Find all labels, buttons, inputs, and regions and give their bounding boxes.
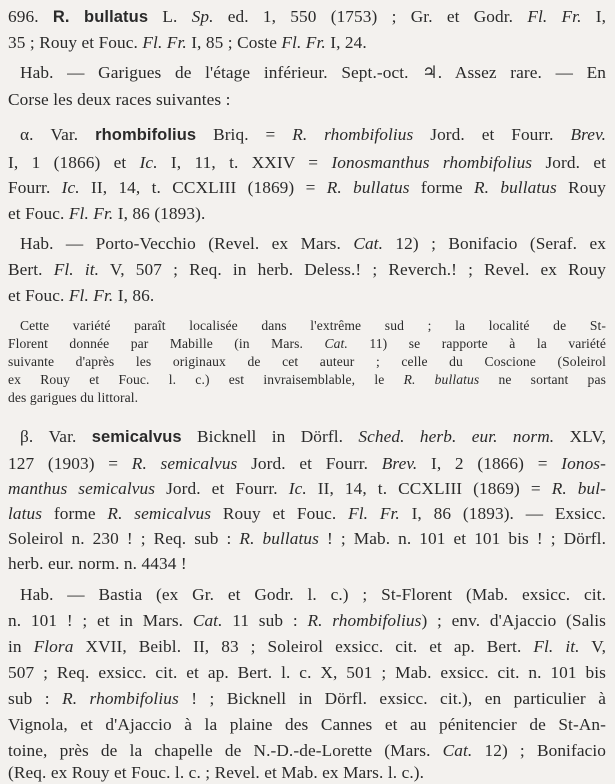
text-span: ! ; Mab. n. 101 et 101 bis ! ; Dörfl. (319, 529, 606, 548)
italic-ref: Fl. it. (533, 637, 580, 656)
var-alpha-line-2 (8, 152, 606, 174)
text-span: α. Var. (20, 125, 96, 144)
italic-ref: Flora (33, 637, 74, 656)
text-span: Soleirol n. 230 ! ; Req. sub : (8, 529, 240, 548)
text-span: forme (42, 504, 108, 523)
var-alpha-habitat-2 (8, 259, 606, 281)
italic-ref: R. bullatus (326, 178, 410, 197)
italic-ref: R. rhombifolius (62, 689, 179, 708)
text-span: I, 2 (1866) = (417, 454, 562, 473)
note-line-1: Cette variété paraît localisée dans l'extrême sud ; la localité de St- (20, 318, 606, 333)
italic-ref: R. semicalvus (107, 504, 212, 523)
text-span: I, 86 (1893). (113, 204, 206, 223)
text-span: I, 86 (1893). — Exsicc. (399, 504, 606, 523)
italic-ref: R. bul- (551, 479, 606, 498)
text-span: I, 1 (1866) et (8, 153, 140, 172)
note-line-4 (8, 372, 606, 388)
text-span: ed. 1, 550 (1753) ; Gr. et Godr. (213, 7, 528, 26)
text-span: I, (581, 7, 606, 26)
text-span: 35 ; Rouy et Fouc. (8, 33, 143, 52)
var-beta-line-2 (8, 453, 606, 475)
text-span: Bicknell in Dörfl. (181, 427, 359, 446)
entry-number: 696. (8, 7, 39, 26)
italic-ref: R. bullatus (239, 529, 319, 548)
text-span: 12) ; Bonifacio (Seraf. ex (383, 234, 606, 253)
text-span: Fourr. (8, 178, 62, 197)
italic-ref: Fl. Fr. (68, 286, 114, 305)
text-span: ) ; env. d'Ajaccio (Salis (421, 611, 606, 630)
italic-ref: Brev. (381, 454, 418, 473)
italic-ref: R. rhombifolius (292, 125, 414, 144)
var-beta-habitat-7 (8, 740, 606, 762)
italic-ref: Cat. (353, 234, 384, 253)
note-line-5: des garigues du littoral. (8, 390, 139, 405)
text-span: I, 11, t. XXIV = (157, 153, 332, 172)
italic-ref: R. semicalvus (131, 454, 238, 473)
italic-ref: Fl. Fr. (281, 33, 326, 52)
var-alpha-line-4 (8, 203, 606, 225)
text-span: 127 (1903) = (8, 454, 132, 473)
variety-name: rhombifolius (95, 126, 197, 144)
italic-ref: R. bullatus (473, 178, 557, 197)
text-span: Rouy (556, 178, 606, 197)
italic-ref: Fl. Fr. (527, 7, 582, 26)
italic-ref: Fl. Fr. (68, 204, 114, 223)
text-span: 11 sub : (222, 611, 308, 630)
italic-ref: Brev. (570, 125, 606, 144)
italic-ref: Ic. (61, 178, 80, 197)
italic-ref: Cat. (192, 611, 223, 630)
var-beta-habitat-4: 507 ; Req. exsicc. cit. et ap. Bert. l. c. X, 501 ; Mab. exsicc. cit. n. 101 bis (8, 663, 606, 682)
text-span: sub : (8, 689, 63, 708)
entry-line-2 (8, 32, 606, 54)
var-beta-habitat-1: Hab. — Bastia (ex Gr. et Godr. l. c.) ; St-Florent (Mab. exsicc. cit. (20, 585, 606, 604)
italic-ref: latus (8, 504, 43, 523)
text-span: XVII, Beibl. II, 83 ; Soleirol exsicc. cit. et ap. Bert. (73, 637, 534, 656)
text-span: et Fouc. (8, 204, 69, 223)
var-beta-habitat-6: Vignola, et d'Ajaccio à la plaine des Cannes et au pénitencier de St-An- (8, 715, 606, 734)
text-span: Jord. et Fourr. (237, 454, 382, 473)
text-span: Bert. (8, 260, 54, 279)
text-span: II, 14, t. CCXLIII (1869) = (79, 178, 327, 197)
text-span: β. Var. (20, 427, 92, 446)
var-beta-habitat-5 (8, 688, 606, 710)
italic-ref: Ionosmanthus rhombifolius (331, 153, 533, 172)
italic-ref: Cat. (442, 741, 473, 760)
text-span: n. 101 ! ; et in Mars. (8, 611, 193, 630)
text-span: in (8, 637, 34, 656)
text-span: L. (148, 7, 192, 26)
text-span: V, (579, 637, 606, 656)
var-beta-habitat-3 (8, 636, 606, 658)
text-span: V, 507 ; Req. in herb. Deless.! ; Reverch.! ; Revel. ex Rouy (99, 260, 606, 279)
var-beta-habitat-8: (Req. ex Rouy et Fouc. l. c. ; Revel. et Mab. ex Mars. l. c.). (8, 763, 425, 782)
italic-ref: Ionos- (561, 454, 606, 473)
habitat-line-2: Corse les deux races suivantes : (8, 90, 231, 109)
text-span: I, 86. (113, 286, 155, 305)
text-span: I, 85 ; Coste (186, 33, 282, 52)
text-span: ex Rouy et Fouc. l. c.) est invraisemblable, le (8, 372, 404, 387)
italic-ref: Fl. Fr. (348, 504, 400, 523)
text-span: ! ; Bicknell in Dörfl. exsicc. cit.), en particulier à (178, 689, 606, 708)
text-span: forme (409, 178, 474, 197)
text-span: ne sortant pas (479, 372, 606, 387)
italic-ref: Ic. (139, 153, 158, 172)
text-span: I, 24. (325, 33, 367, 52)
italic-ref: R. bullatus (403, 372, 480, 387)
note-line-3: suivante d'après les originaux de cet auteur ; celle du Coscione (Soleirol (8, 354, 606, 369)
text-span: II, 14, t. CCXLIII (1869) = (306, 479, 552, 498)
italic-ref: R. rhombifolius (307, 611, 422, 630)
var-beta-habitat-2 (8, 610, 606, 632)
italic-ref: Ic. (288, 479, 307, 498)
text-span: 11) se rapporte à la variété (347, 336, 606, 351)
species-name: R. bullatus (52, 8, 149, 26)
text-span: XLV, (554, 427, 606, 446)
text-span: Jord. et Fourr. (413, 125, 571, 144)
var-alpha-line-1 (20, 124, 606, 146)
text-span: 12) ; Bonifacio (472, 741, 606, 760)
habitat-line-1: Hab. — Garigues de l'étage inférieur. Sept.-oct. ♃. Assez rare. — En (20, 63, 606, 82)
var-alpha-line-3 (8, 177, 606, 199)
italic-ref: Cat. (324, 336, 348, 351)
italic-ref: Fl. Fr. (142, 33, 187, 52)
var-beta-line-6: herb. eur. norm. n. 4434 ! (8, 554, 187, 573)
note-line-2 (8, 336, 606, 352)
text-span: Jord. et Fourr. (155, 479, 289, 498)
text-span: et Fouc. (8, 286, 69, 305)
text-span: Briq. = (196, 125, 293, 144)
italic-ref: Sched. herb. eur. norm. (358, 427, 555, 446)
text-span: toine, près de la chapelle de N.-D.-de-Lorette (Mars. (8, 741, 443, 760)
text-span: Rouy et Fouc. (211, 504, 349, 523)
text-span: Hab. — Porto-Vecchio (Revel. ex Mars. (20, 234, 354, 253)
var-beta-line-4 (8, 503, 606, 525)
entry-line-1 (8, 6, 606, 28)
var-alpha-habitat-3 (8, 285, 606, 307)
text-span: Florent donnée par Mabille (in Mars. (8, 336, 325, 351)
variety-name: semicalvus (91, 428, 182, 446)
italic-ref: Fl. it. (53, 260, 100, 279)
italic-ref: Sp. (191, 7, 214, 26)
text-span: Jord. et (532, 153, 606, 172)
var-alpha-habitat-1 (20, 233, 606, 255)
var-beta-line-5 (8, 528, 606, 550)
var-beta-line-1 (20, 426, 606, 448)
italic-ref: manthus semicalvus (8, 479, 156, 498)
var-beta-line-3 (8, 478, 606, 500)
